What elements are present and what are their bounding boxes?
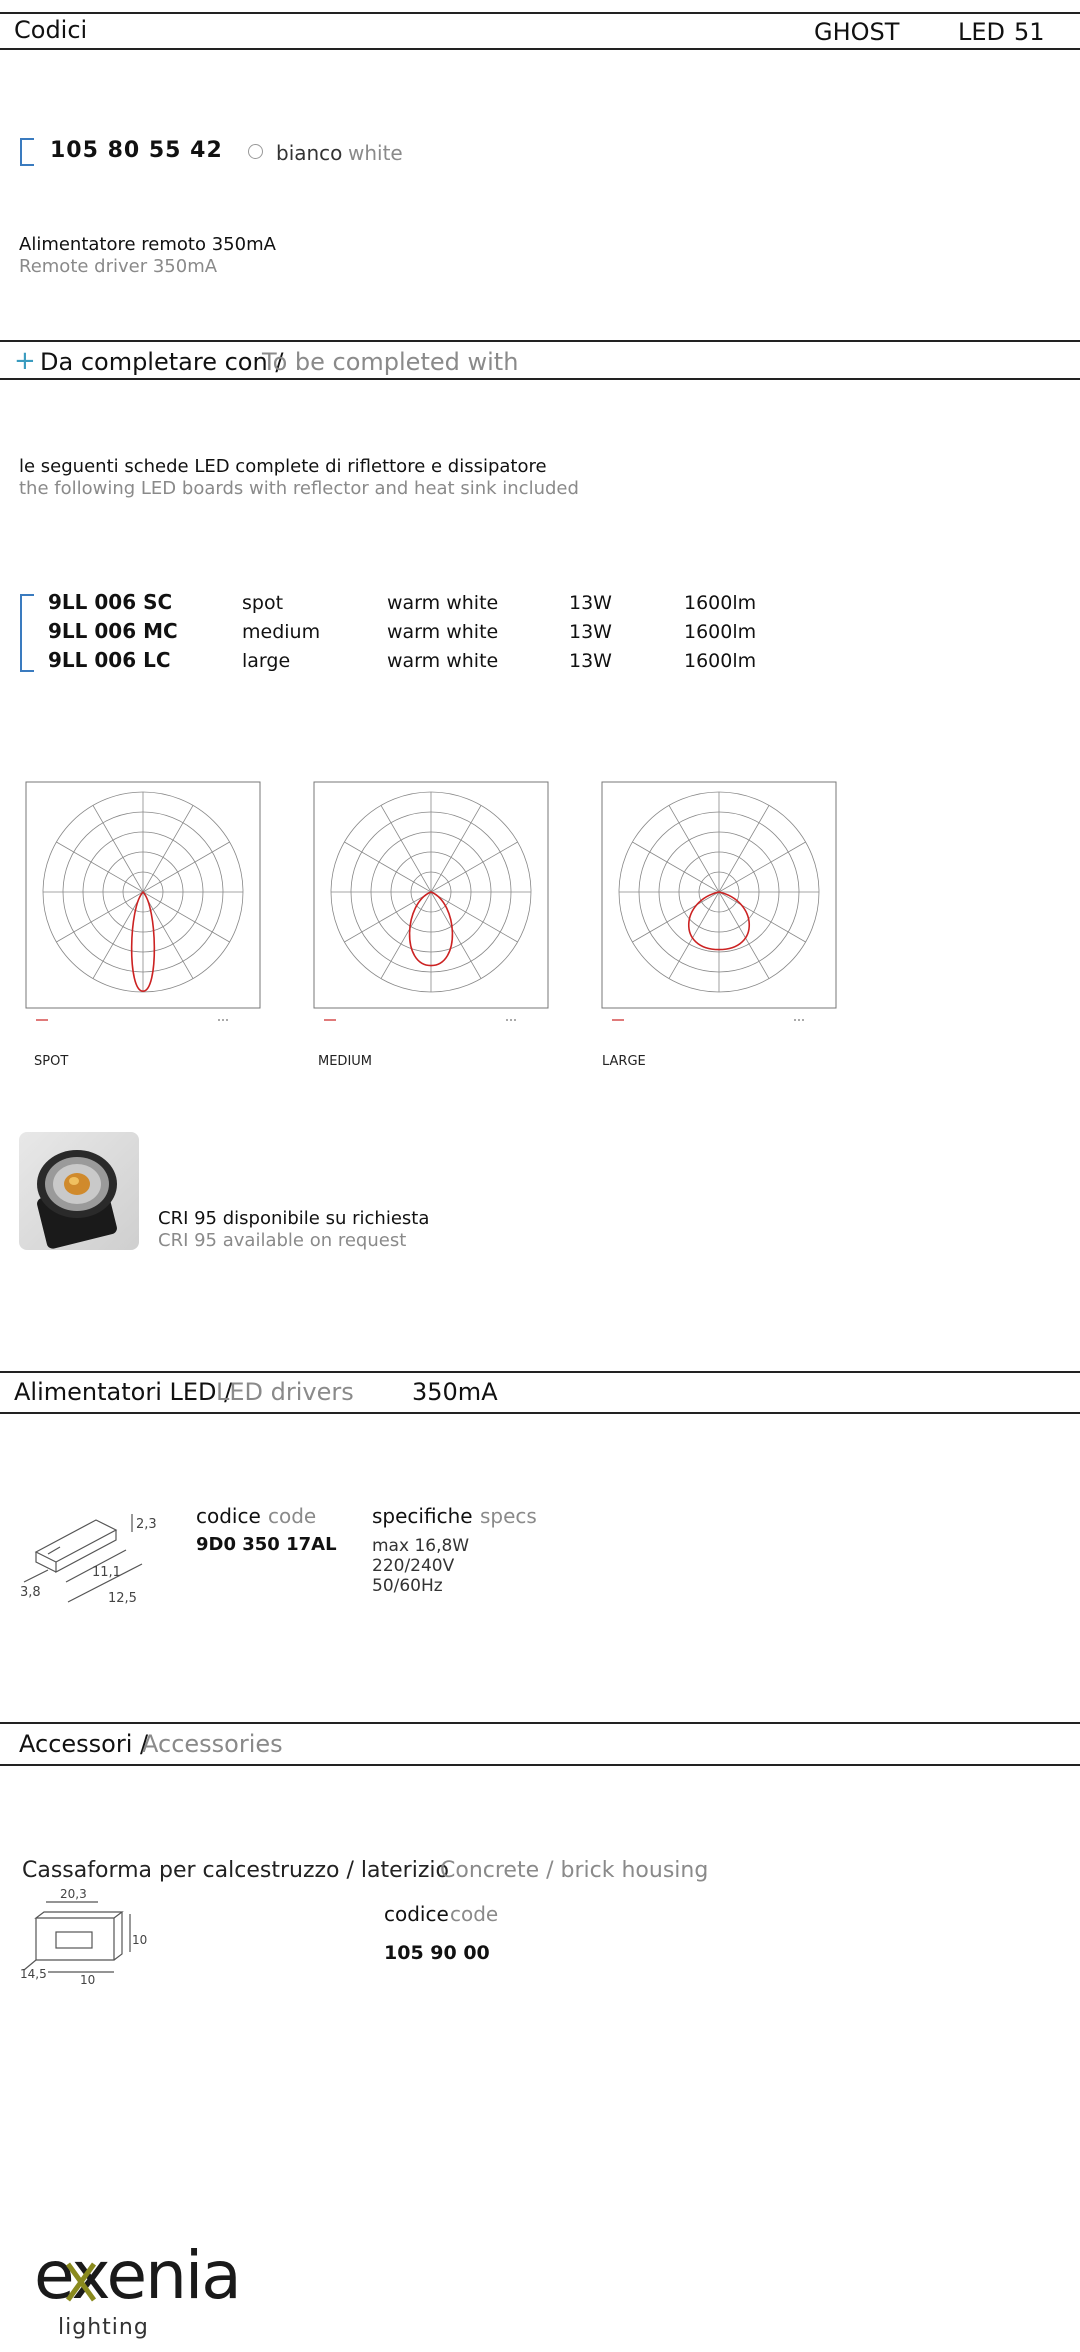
housing-drawing bbox=[18, 1886, 158, 1986]
housing-dim-depth: 14,5 bbox=[20, 1967, 47, 1981]
board-power: 13W bbox=[569, 592, 612, 614]
housing-dim-side: 10 bbox=[132, 1933, 148, 1947]
accessory-code-label-en: code bbox=[450, 1902, 499, 1926]
complete-title-it: Da completare con / bbox=[40, 348, 284, 376]
board-lumen: 1600lm bbox=[684, 650, 757, 672]
boards-desc-it: le seguenti schede LED complete di riflettore e dissipatore bbox=[19, 456, 547, 477]
board-code: 9LL 006 SC bbox=[48, 590, 173, 614]
accessories-bottom-rule bbox=[0, 1764, 1080, 1766]
driver-code: 9D0 350 17AL bbox=[196, 1534, 337, 1555]
page-number: 51 bbox=[1014, 18, 1045, 46]
accessory-name-it: Cassaforma per calcestruzzo / laterizio bbox=[22, 1858, 449, 1883]
board-lumen: 1600lm bbox=[684, 621, 757, 643]
driver-dim-h: 2,3 bbox=[136, 1517, 157, 1532]
plus-icon: + bbox=[14, 346, 36, 376]
drivers-current: 350mA bbox=[412, 1378, 498, 1406]
accessories-top-rule bbox=[0, 1722, 1080, 1724]
driver-note-it: Alimentatore remoto 350mA bbox=[19, 234, 276, 255]
board-power: 13W bbox=[569, 650, 612, 672]
driver-dim-w: 3,8 bbox=[20, 1585, 41, 1600]
logo-sub: lighting bbox=[58, 2315, 149, 2340]
boards-desc-en: the following LED boards with reflector and heat sink included bbox=[19, 478, 579, 499]
driver-spec: max 16,8W bbox=[372, 1536, 470, 1556]
board-color: warm white bbox=[387, 650, 499, 672]
brand-name: GHOST bbox=[814, 18, 900, 46]
accessory-name-en: Concrete / brick housing bbox=[440, 1858, 709, 1883]
cri-note-en: CRI 95 available on request bbox=[158, 1230, 407, 1251]
color-en: white bbox=[348, 141, 403, 165]
accessory-code: 105 90 00 bbox=[384, 1942, 490, 1964]
driver-drawing bbox=[16, 1502, 166, 1612]
housing-dim-top: 20,3 bbox=[60, 1887, 87, 1901]
driver-dim-l1: 11,1 bbox=[92, 1565, 121, 1580]
category-label: LED bbox=[958, 18, 1006, 46]
header-top-rule bbox=[0, 12, 1080, 14]
board-color: warm white bbox=[387, 592, 499, 614]
driver-spec: 50/60Hz bbox=[372, 1576, 443, 1596]
accessories-title-en: Accessories bbox=[142, 1730, 283, 1758]
driver-code-label-en: code bbox=[268, 1504, 317, 1528]
boards-bracket bbox=[20, 594, 34, 672]
header-bottom-rule bbox=[0, 48, 1080, 50]
board-beam: medium bbox=[242, 621, 321, 643]
logo-wordmark: exenia bbox=[34, 2237, 240, 2314]
board-beam: spot bbox=[242, 592, 284, 614]
product-code: 105 80 55 42 bbox=[50, 138, 223, 163]
driver-dim-l2: 12,5 bbox=[108, 1591, 137, 1606]
drivers-title-it: Alimentatori LED / bbox=[14, 1378, 233, 1406]
complete-top-rule bbox=[0, 340, 1080, 342]
complete-title-en: To be completed with bbox=[262, 348, 519, 376]
board-lumen: 1600lm bbox=[684, 592, 757, 614]
color-it: bianco bbox=[276, 141, 343, 165]
board-code: 9LL 006 LC bbox=[48, 648, 171, 672]
board-beam: large bbox=[242, 650, 291, 672]
drivers-bottom-rule bbox=[0, 1412, 1080, 1414]
white-swatch-icon bbox=[248, 144, 263, 159]
board-color: warm white bbox=[387, 621, 499, 643]
driver-note-en: Remote driver 350mA bbox=[19, 256, 218, 277]
driver-code-label-it: codice bbox=[196, 1504, 261, 1528]
complete-bottom-rule bbox=[0, 378, 1080, 380]
diagram-label-large: LARGE bbox=[602, 1054, 646, 1069]
driver-spec: 220/240V bbox=[372, 1556, 455, 1576]
diagram-label-spot: SPOT bbox=[34, 1054, 69, 1069]
diagram-label-medium: MEDIUM bbox=[318, 1054, 373, 1069]
accessory-code-label-it: codice bbox=[384, 1902, 449, 1926]
led-module-photo bbox=[19, 1132, 139, 1250]
polar-diagram-large bbox=[594, 774, 844, 1034]
page-section-title: Codici bbox=[14, 16, 88, 44]
exenia-logo bbox=[34, 2236, 294, 2344]
polar-diagram-medium bbox=[306, 774, 556, 1034]
board-code: 9LL 006 MC bbox=[48, 619, 178, 643]
board-power: 13W bbox=[569, 621, 612, 643]
cri-note-it: CRI 95 disponibile su richiesta bbox=[158, 1208, 430, 1229]
accessories-title-it: Accessori / bbox=[19, 1730, 149, 1758]
driver-specs-label-it: specifiche bbox=[372, 1504, 473, 1528]
drivers-top-rule bbox=[0, 1371, 1080, 1373]
housing-dim-bottom: 10 bbox=[80, 1973, 96, 1986]
code-bracket bbox=[20, 138, 34, 166]
drivers-title-en: LED drivers bbox=[216, 1378, 354, 1406]
driver-specs-label-en: specs bbox=[480, 1504, 537, 1528]
polar-diagram-spot bbox=[18, 774, 268, 1034]
